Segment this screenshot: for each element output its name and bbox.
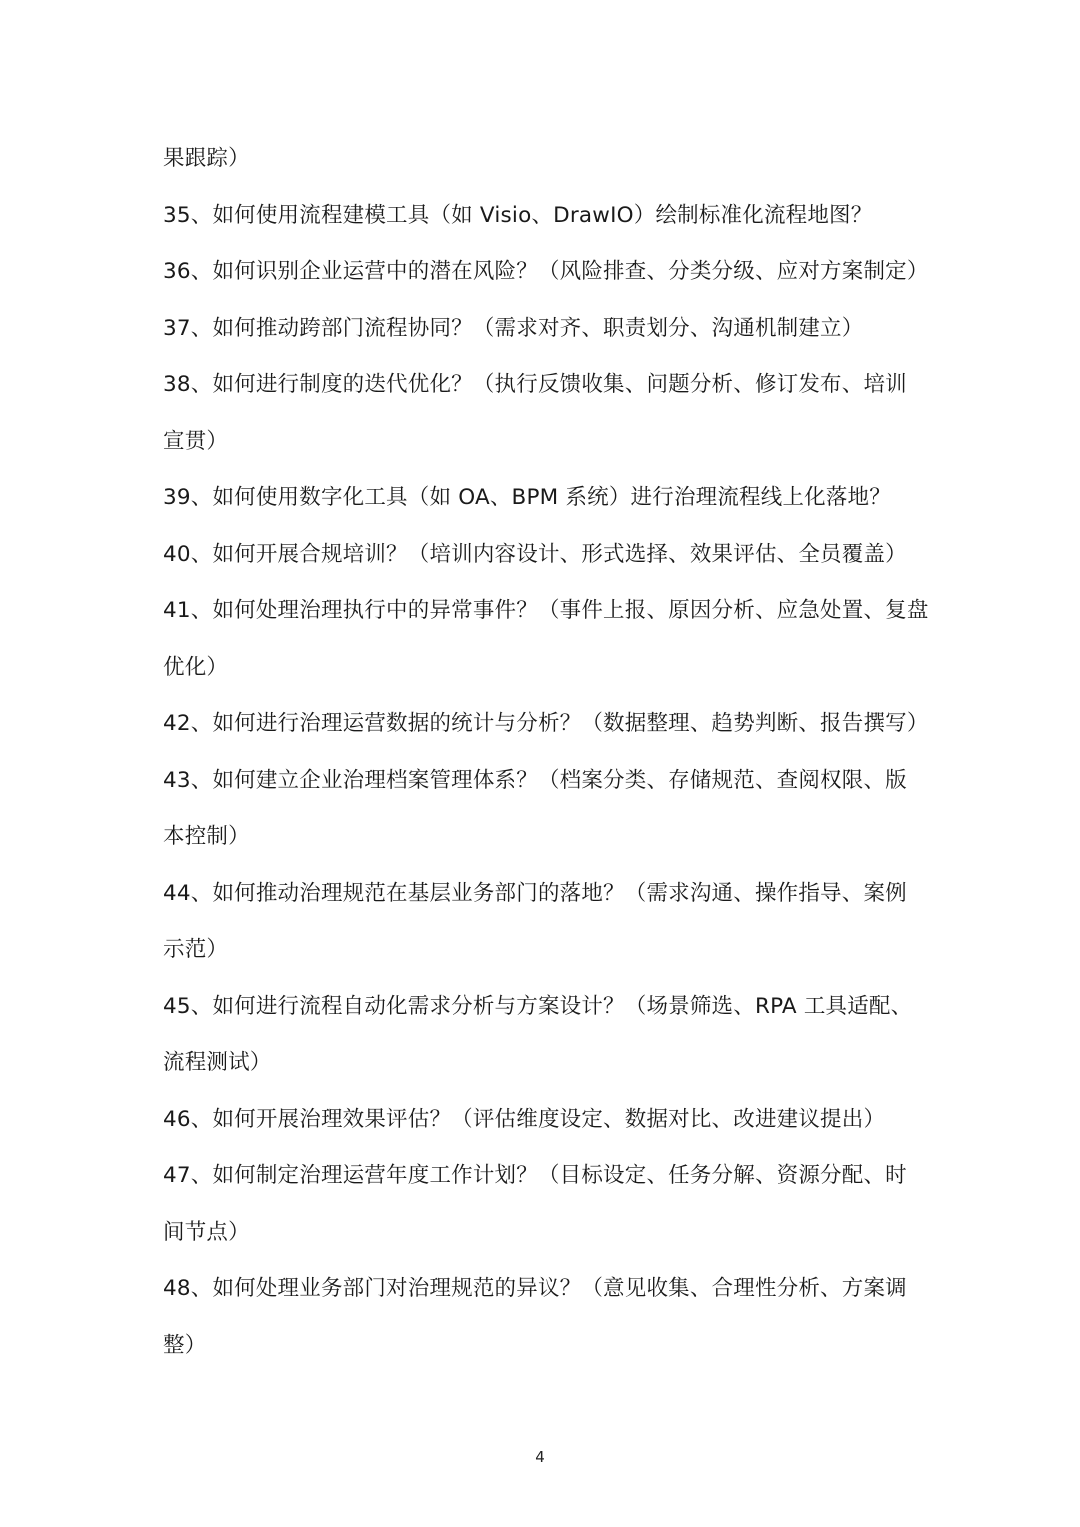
text-line: 本控制） [163,824,250,849]
text-line: 42、如何进行治理运营数据的统计与分析？（数据整理、趋势判断、报告撰写） [163,711,929,736]
text-line: 41、如何处理治理执行中的异常事件？（事件上报、原因分析、应急处置、复盘 [163,598,929,623]
text-line: 间节点） [163,1219,250,1245]
text-line: 35、如何使用流程建模工具（如 Visio、DrawIO）绘制标准化流程地图？ [163,202,873,228]
text-line: 45、如何进行流程自动化需求分析与方案设计？（场景筛选、RPA 工具适配、 [163,993,913,1019]
text-line: 优化） [163,654,229,680]
page-number: 4 [535,1448,545,1466]
text-line: 宣贯） [163,428,229,454]
text-line: 43、如何建立企业治理档案管理体系？（档案分类、存储规范、查阅权限、版 [163,767,907,793]
text-line: 37、如何推动跨部门流程协同？（需求对齐、职责划分、沟通机制建立） [163,315,864,341]
text-line: 果跟踪） [163,146,250,171]
text-line: 38、如何进行制度的迭代优化？（执行反馈收集、问题分析、修订发布、培训 [163,372,907,397]
text-line: 流程测试） [163,1050,272,1075]
text-line: 整） [163,1332,207,1358]
text-line: 44、如何推动治理规范在基层业务部门的落地？（需求沟通、操作指导、案例 [163,880,907,906]
document-body [163,131,929,1374]
text-line: 示范） [163,937,229,962]
text-line: 36、如何识别企业运营中的潜在风险？（风险排查、分类分级、应对方案制定） [163,259,929,284]
text-line: 48、如何处理业务部门对治理规范的异议？（意见收集、合理性分析、方案调 [163,1276,907,1301]
text-line: 40、如何开展合规培训？（培训内容设计、形式选择、效果评估、全员覆盖） [163,541,907,567]
text-line: 47、如何制定治理运营年度工作计划？（目标设定、任务分解、资源分配、时 [163,1163,907,1188]
text-line: 39、如何使用数字化工具（如 OA、BPM 系统）进行治理流程线上化落地？ [163,485,891,510]
text-line: 46、如何开展治理效果评估？（评估维度设定、数据对比、改进建议提出） [163,1106,886,1132]
